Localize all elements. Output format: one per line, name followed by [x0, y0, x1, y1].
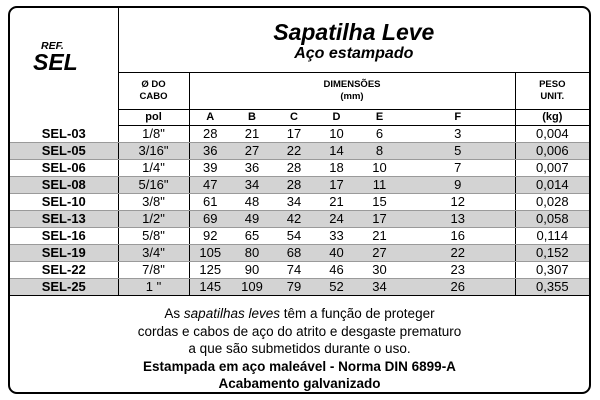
ref-code-cell: SEL-08: [10, 176, 118, 193]
cabo-diameter-cell: 3/4": [118, 244, 189, 261]
dim-c-cell: 74: [273, 261, 315, 278]
dim-e-cell: 34: [358, 278, 401, 295]
ref-label: REF.: [41, 40, 64, 52]
description-notes: [10, 305, 589, 393]
dim-b-cell: 65: [231, 227, 273, 244]
dim-e-cell: 8: [358, 142, 401, 159]
ref-code-cell: SEL-10: [10, 193, 118, 210]
dim-c-cell: 54: [273, 227, 315, 244]
dim-d-cell: 21: [315, 193, 358, 210]
dim-b-cell: 27: [231, 142, 273, 159]
cabo-diameter-cell: 5/8": [118, 227, 189, 244]
dim-f-cell: 7: [401, 159, 515, 176]
ref-code-cell: SEL-19: [10, 244, 118, 261]
dim-c-cell: 28: [273, 176, 315, 193]
dim-b-cell: 49: [231, 210, 273, 227]
weight-cell: 0,028: [515, 193, 589, 210]
dim-a-cell: 125: [189, 261, 231, 278]
cabo-diameter-cell: 5/16": [118, 176, 189, 193]
cabo-header-line2: CABO: [139, 90, 168, 102]
dim-c-cell: 17: [273, 125, 315, 142]
notes-line-1-post: têm a função de proteger: [279, 306, 435, 321]
weight-cell: 0,014: [515, 176, 589, 193]
dim-a-cell: 69: [189, 210, 231, 227]
dim-a-cell: 92: [189, 227, 231, 244]
dim-a-cell: 39: [189, 159, 231, 176]
dim-e-cell: 15: [358, 193, 401, 210]
table-row: [10, 193, 589, 210]
weight-cell: 0,007: [515, 159, 589, 176]
ref-code-cell: SEL-25: [10, 278, 118, 295]
weight-header-line2: UNIT.: [540, 90, 565, 102]
dim-e-cell: 27: [358, 244, 401, 261]
ref-code-cell: SEL-22: [10, 261, 118, 278]
unit-dim-f: F: [401, 109, 515, 125]
dim-e-cell: 21: [358, 227, 401, 244]
table-row: [10, 210, 589, 227]
notes-material-standard: Estampada em aço maleável - Norma DIN 6899-A: [143, 358, 456, 374]
cabo-diameter-cell: 3/8": [118, 193, 189, 210]
table-row: [10, 261, 589, 278]
dim-b-cell: 34: [231, 176, 273, 193]
table-row: [10, 176, 589, 193]
dim-f-cell: 22: [401, 244, 515, 261]
dim-f-cell: 13: [401, 210, 515, 227]
title-cell: [118, 8, 589, 72]
dim-c-cell: 79: [273, 278, 315, 295]
cabo-diameter-cell: 7/8": [118, 261, 189, 278]
ref-code-cell: SEL-06: [10, 159, 118, 176]
dim-c-cell: 42: [273, 210, 315, 227]
dim-e-cell: 6: [358, 125, 401, 142]
dim-a-cell: 36: [189, 142, 231, 159]
weight-cell: 0,114: [515, 227, 589, 244]
ref-header-cell: [10, 8, 118, 125]
weight-header-line1: PESO: [539, 78, 566, 90]
unit-kg: (kg): [515, 109, 589, 125]
table-row: [10, 125, 589, 142]
dimensions-header-line1: DIMENSÕES: [323, 78, 381, 90]
product-subtitle: Aço estampado: [294, 44, 414, 62]
dim-d-cell: 14: [315, 142, 358, 159]
notes-line-1: [10, 305, 589, 323]
cabo-diameter-header: [118, 72, 189, 109]
dim-f-cell: 12: [401, 193, 515, 210]
dim-b-cell: 21: [231, 125, 273, 142]
cabo-diameter-cell: 3/16": [118, 142, 189, 159]
dim-d-cell: 10: [315, 125, 358, 142]
weight-cell: 0,152: [515, 244, 589, 261]
table-row: [10, 142, 589, 159]
dim-b-cell: 80: [231, 244, 273, 261]
product-spec-card: [8, 6, 591, 394]
dim-a-cell: 61: [189, 193, 231, 210]
dim-d-cell: 18: [315, 159, 358, 176]
dim-d-cell: 33: [315, 227, 358, 244]
weight-cell: 0,058: [515, 210, 589, 227]
ref-code-cell: SEL-16: [10, 227, 118, 244]
dim-d-cell: 40: [315, 244, 358, 261]
cabo-diameter-cell: 1/4": [118, 159, 189, 176]
table-row: [10, 244, 589, 261]
notes-line-3: a que são submetidos durante o uso.: [188, 341, 411, 356]
weight-cell: 0,004: [515, 125, 589, 142]
unit-dim-a: A: [189, 109, 231, 125]
ref-code: SEL: [33, 49, 78, 75]
dim-b-cell: 109: [231, 278, 273, 295]
dim-d-cell: 52: [315, 278, 358, 295]
dim-e-cell: 30: [358, 261, 401, 278]
dim-f-cell: 16: [401, 227, 515, 244]
dim-a-cell: 28: [189, 125, 231, 142]
product-title: Sapatilha Leve: [273, 18, 435, 45]
dim-e-cell: 10: [358, 159, 401, 176]
spec-table: [10, 8, 589, 296]
dim-c-cell: 68: [273, 244, 315, 261]
unit-dim-b: B: [231, 109, 273, 125]
notes-finish: Acabamento galvanizado: [218, 376, 381, 391]
dim-b-cell: 48: [231, 193, 273, 210]
dim-e-cell: 17: [358, 210, 401, 227]
cabo-header-line1: Ø DO: [141, 78, 166, 90]
notes-line-1-emphasis: sapatilhas leves: [183, 306, 280, 321]
dim-a-cell: 47: [189, 176, 231, 193]
dim-c-cell: 28: [273, 159, 315, 176]
dimensions-header-line2: (mm): [340, 90, 364, 102]
dim-b-cell: 90: [231, 261, 273, 278]
weight-header: [515, 72, 589, 109]
dim-b-cell: 36: [231, 159, 273, 176]
dim-f-cell: 26: [401, 278, 515, 295]
ref-code-cell: SEL-05: [10, 142, 118, 159]
cabo-diameter-cell: 1 ": [118, 278, 189, 295]
unit-pol: pol: [118, 109, 189, 125]
dim-a-cell: 105: [189, 244, 231, 261]
dim-f-cell: 23: [401, 261, 515, 278]
dimensions-header: [189, 72, 515, 109]
dim-d-cell: 17: [315, 176, 358, 193]
unit-dim-d: D: [315, 109, 358, 125]
notes-line-1-pre: As: [164, 306, 184, 321]
ref-code-cell: SEL-13: [10, 210, 118, 227]
cabo-diameter-cell: 1/2": [118, 210, 189, 227]
dim-f-cell: 3: [401, 125, 515, 142]
dim-f-cell: 9: [401, 176, 515, 193]
dim-e-cell: 11: [358, 176, 401, 193]
ref-code-cell: SEL-03: [10, 125, 118, 142]
dim-a-cell: 145: [189, 278, 231, 295]
weight-cell: 0,307: [515, 261, 589, 278]
weight-cell: 0,006: [515, 142, 589, 159]
dim-c-cell: 22: [273, 142, 315, 159]
dim-d-cell: 24: [315, 210, 358, 227]
notes-line-2: cordas e cabos de aço do atrito e desgaste prematuro: [137, 323, 462, 339]
dim-c-cell: 34: [273, 193, 315, 210]
table-row: [10, 159, 589, 176]
dim-d-cell: 46: [315, 261, 358, 278]
table-row: [10, 227, 589, 244]
unit-dim-e: E: [358, 109, 401, 125]
cabo-diameter-cell: 1/8": [118, 125, 189, 142]
weight-cell: 0,355: [515, 278, 589, 295]
table-row: [10, 278, 589, 295]
dim-f-cell: 5: [401, 142, 515, 159]
unit-dim-c: C: [273, 109, 315, 125]
